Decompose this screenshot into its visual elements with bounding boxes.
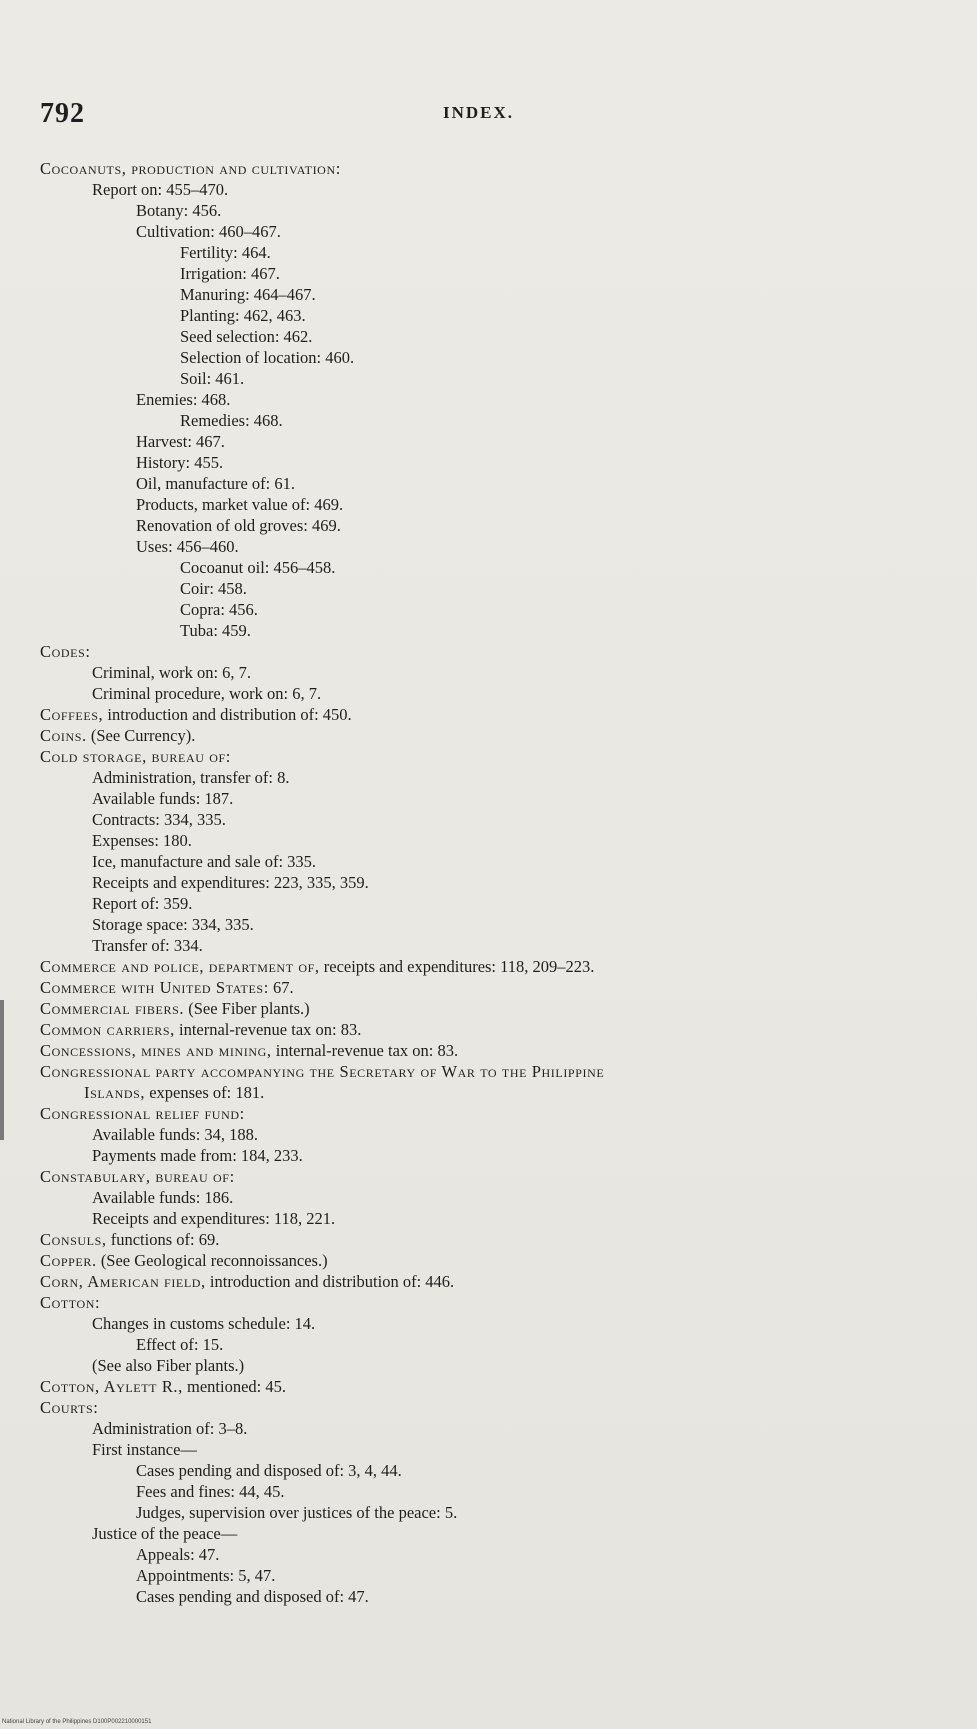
entry-text: Storage space: 334, 335. (92, 915, 254, 934)
index-entry (40, 767, 965, 788)
entry-text: Available funds: 186. (92, 1188, 234, 1207)
entry-heading: Cocoanuts, production and cultivation: (40, 159, 341, 178)
entry-text: Renovation of old groves: 469. (136, 516, 341, 535)
entry-text: History: 455. (136, 453, 224, 472)
entry-text: Coir: 458. (180, 579, 247, 598)
entry-text: (See Geological reconnoissances.) (100, 1251, 328, 1270)
index-entry (40, 557, 965, 578)
index-entry (40, 1187, 965, 1208)
index-entry (40, 158, 965, 179)
index-entry (40, 305, 965, 326)
index-entries (40, 158, 965, 1607)
index-entry (40, 242, 965, 263)
index-entry (40, 326, 965, 347)
entry-text: Report on: 455–470. (92, 180, 229, 199)
entry-text: Selection of location: 460. (180, 348, 355, 367)
entry-text: Appointments: 5, 47. (136, 1566, 276, 1585)
entry-text: Effect of: 15. (136, 1335, 224, 1354)
index-entry (40, 1166, 965, 1187)
index-entry (40, 263, 965, 284)
index-entry (40, 347, 965, 368)
index-entry (40, 830, 965, 851)
index-entry (40, 788, 965, 809)
entry-text: functions of: 69. (110, 1230, 220, 1249)
index-entry (40, 389, 965, 410)
index-entry (40, 1082, 965, 1103)
entry-text: Harvest: 467. (136, 432, 225, 451)
entry-heading: Coffees, (40, 705, 104, 724)
entry-text: Ice, manufacture and sale of: 335. (92, 852, 317, 871)
index-entry (40, 809, 965, 830)
entry-heading: Commerce with United States: (40, 978, 269, 997)
index-entry (40, 1439, 965, 1460)
entry-text: Cases pending and disposed of: 3, 4, 44. (136, 1461, 402, 1480)
entry-text: Receipts and expenditures: 118, 221. (92, 1209, 336, 1228)
index-entry (40, 1313, 965, 1334)
index-entry (40, 956, 965, 977)
entry-text: internal-revenue tax on: 83. (179, 1020, 362, 1039)
entry-text: expenses of: 181. (149, 1083, 265, 1102)
index-entry (40, 452, 965, 473)
index-entry (40, 662, 965, 683)
entry-text: Seed selection: 462. (180, 327, 313, 346)
entry-text: 67. (273, 978, 294, 997)
entry-heading: Consuls, (40, 1230, 107, 1249)
entry-text: Available funds: 187. (92, 789, 234, 808)
index-entry (40, 1229, 965, 1250)
index-entry (40, 851, 965, 872)
entry-text: receipts and expenditures: 118, 209–223. (323, 957, 595, 976)
entry-text: Cultivation: 460–467. (136, 222, 281, 241)
entry-heading: Coins. (40, 726, 87, 745)
index-entry (40, 221, 965, 242)
entry-heading: Cotton: (40, 1293, 101, 1312)
index-entry (40, 1397, 965, 1418)
index-entry (40, 683, 965, 704)
entry-text: Receipts and expenditures: 223, 335, 359. (92, 873, 369, 892)
entry-text: Cases pending and disposed of: 47. (136, 1587, 369, 1606)
entry-text: Fees and fines: 44, 45. (136, 1482, 285, 1501)
index-entry (40, 998, 965, 1019)
index-entry (40, 1544, 965, 1565)
index-entry (40, 893, 965, 914)
index-entry (40, 1103, 965, 1124)
entry-heading: Codes: (40, 642, 91, 661)
page-number: 792 (40, 98, 85, 129)
entry-text: mentioned: 45. (187, 1377, 286, 1396)
index-entry (40, 725, 965, 746)
index-entry (40, 641, 965, 662)
index-entry (40, 1460, 965, 1481)
index-entry (40, 599, 965, 620)
entry-text: Copra: 456. (180, 600, 258, 619)
index-entry (40, 200, 965, 221)
entry-text: Administration of: 3–8. (92, 1419, 248, 1438)
entry-text: internal-revenue tax on: 83. (275, 1041, 459, 1060)
entry-text: Enemies: 468. (136, 390, 231, 409)
index-entry (40, 179, 965, 200)
index-entry (40, 494, 965, 515)
index-entry (40, 704, 965, 725)
entry-heading: Islands, (84, 1083, 146, 1102)
index-entry (40, 410, 965, 431)
entry-text: (See Fiber plants.) (188, 999, 310, 1018)
index-entry (40, 1565, 965, 1586)
entry-text: Judges, supervision over justices of the peace: 5. (136, 1503, 458, 1522)
entry-text: Payments made from: 184, 233. (92, 1146, 303, 1165)
index-entry (40, 1481, 965, 1502)
index-entry (40, 473, 965, 494)
entry-text: Irrigation: 467. (180, 264, 280, 283)
entry-text: Uses: 456–460. (136, 537, 239, 556)
entry-text: Transfer of: 334. (92, 936, 203, 955)
entry-heading: Commercial fibers. (40, 999, 185, 1018)
scan-credit: National Library of the Philippines D100P002210000151 (2, 1719, 152, 1725)
index-entry (40, 1586, 965, 1607)
entry-text: Oil, manufacture of: 61. (136, 474, 295, 493)
index-entry (40, 1355, 965, 1376)
index-entry (40, 1124, 965, 1145)
index-entry (40, 1208, 965, 1229)
index-entry (40, 536, 965, 557)
entry-text: Soil: 461. (180, 369, 245, 388)
entry-heading: Common carriers, (40, 1020, 175, 1039)
entry-text: Administration, transfer of: 8. (92, 768, 290, 787)
index-entry (40, 620, 965, 641)
entry-text: Fertility: 464. (180, 243, 271, 262)
entry-heading: Cotton, Aylett R., (40, 1377, 183, 1396)
entry-text: Criminal, work on: 6, 7. (92, 663, 252, 682)
entry-text: Planting: 462, 463. (180, 306, 306, 325)
entry-heading: Copper. (40, 1251, 97, 1270)
entry-text: Remedies: 468. (180, 411, 283, 430)
index-entry (40, 1145, 965, 1166)
entry-text: Cocoanut oil: 456–458. (180, 558, 336, 577)
entry-text: Justice of the peace— (92, 1524, 238, 1543)
entry-text: (See Currency). (90, 726, 196, 745)
entry-heading: Courts: (40, 1398, 99, 1417)
index-entry (40, 1523, 965, 1544)
entry-heading: Commerce and police, department of, (40, 957, 320, 976)
entry-heading: Concessions, mines and mining, (40, 1041, 272, 1060)
entry-text: introduction and distribution of: 446. (209, 1272, 455, 1291)
entry-text: Appeals: 47. (136, 1545, 220, 1564)
entry-text: Products, market value of: 469. (136, 495, 344, 514)
index-entry (40, 914, 965, 935)
entry-text: introduction and distribution of: 450. (107, 705, 352, 724)
index-entry (40, 1502, 965, 1523)
index-entry (40, 746, 965, 767)
entry-heading: Congressional party accompanying the Secretary of War to the Philippine (40, 1062, 605, 1081)
index-entry (40, 977, 965, 998)
entry-text: Report of: 359. (92, 894, 193, 913)
index-entry (40, 872, 965, 893)
index-entry (40, 1418, 965, 1439)
index-entry (40, 1019, 965, 1040)
entry-text: Changes in customs schedule: 14. (92, 1314, 316, 1333)
entry-text: First instance— (92, 1440, 197, 1459)
index-entry (40, 935, 965, 956)
entry-heading: Congressional relief fund: (40, 1104, 245, 1123)
index-entry (40, 368, 965, 389)
index-entry (40, 1271, 965, 1292)
entry-heading: Corn, American field, (40, 1272, 206, 1291)
entry-heading: Constabulary, bureau of: (40, 1167, 235, 1186)
entry-text: (See also Fiber plants.) (92, 1356, 245, 1375)
index-entry (40, 1040, 965, 1061)
entry-heading: Cold storage, bureau of: (40, 747, 231, 766)
page-edge-shadow (0, 1000, 4, 1140)
index-entry (40, 578, 965, 599)
index-entry (40, 431, 965, 452)
entry-text: Tuba: 459. (180, 621, 251, 640)
entry-text: Expenses: 180. (92, 831, 192, 850)
index-entry (40, 1061, 965, 1082)
entry-text: Botany: 456. (136, 201, 222, 220)
index-entry (40, 1334, 965, 1355)
entry-text: Contracts: 334, 335. (92, 810, 226, 829)
entry-text: Manuring: 464–467. (180, 285, 316, 304)
entry-text: Available funds: 34, 188. (92, 1125, 259, 1144)
index-entry (40, 1250, 965, 1271)
entry-text: Criminal procedure, work on: 6, 7. (92, 684, 322, 703)
index-entry (40, 515, 965, 536)
index-entry (40, 1376, 965, 1397)
index-entry (40, 1292, 965, 1313)
running-head: INDEX. (443, 103, 515, 122)
index-entry (40, 284, 965, 305)
